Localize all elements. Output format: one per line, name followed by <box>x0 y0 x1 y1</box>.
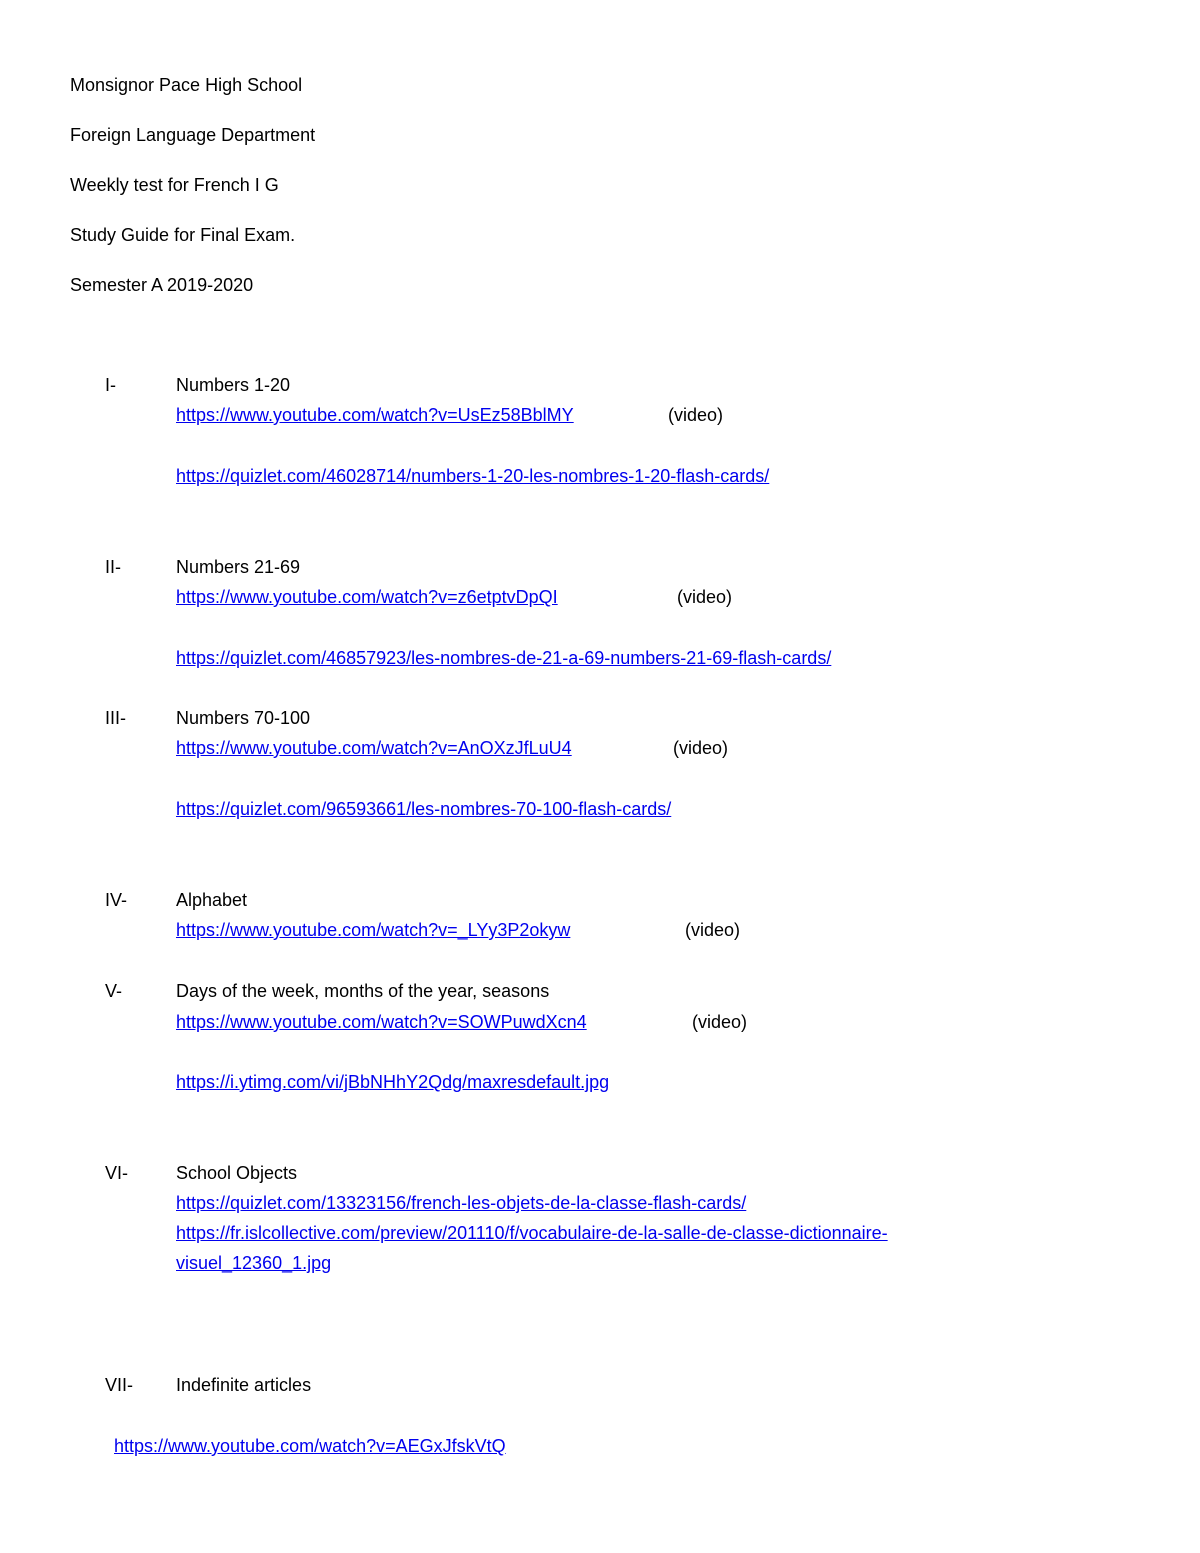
guide-title: Study Guide for Final Exam. <box>70 225 296 245</box>
image-link[interactable]: https://i.ytimg.com/vi/jBbNHhY2Qdg/maxresdefault.jpg <box>176 1072 610 1092</box>
section-numeral: II- <box>105 557 121 577</box>
section-title: Days of the week, months of the year, seasons <box>176 981 550 1001</box>
video-link[interactable]: https://www.youtube.com/watch?v=SOWPuwdXcn4 <box>176 1012 587 1032</box>
video-note: (video) <box>673 738 729 758</box>
section-numeral: VII- <box>105 1375 134 1395</box>
flashcards-link[interactable]: https://quizlet.com/46028714/numbers-1-20-les-nombres-1-20-flash-cards/ <box>176 466 770 486</box>
video-note: (video) <box>685 920 741 940</box>
video-note: (video) <box>692 1012 748 1032</box>
section-title: Numbers 1-20 <box>176 375 291 395</box>
video-link[interactable]: https://www.youtube.com/watch?v=AnOXzJfLuU4 <box>176 738 572 758</box>
department-name: Foreign Language Department <box>70 125 316 145</box>
image-link[interactable]: https://fr.islcollective.com/preview/201110/f/vocabulaire-de-la-salle-de-classe-dictionnaire- <box>176 1223 888 1243</box>
section-numeral: III- <box>105 708 126 728</box>
flashcards-link[interactable]: https://quizlet.com/13323156/french-les-objets-de-la-classe-flash-cards/ <box>176 1193 747 1213</box>
school-name: Monsignor Pace High School <box>70 75 303 95</box>
video-note: (video) <box>677 587 733 607</box>
flashcards-link[interactable]: https://quizlet.com/46857923/les-nombres-de-21-a-69-numbers-21-69-flash-cards/ <box>176 648 832 668</box>
video-link[interactable]: https://www.youtube.com/watch?v=AEGxJfskVtQ <box>114 1436 506 1456</box>
section-title: Alphabet <box>176 890 248 910</box>
video-link[interactable]: https://www.youtube.com/watch?v=z6etptvDpQI <box>176 587 558 607</box>
flashcards-link[interactable]: https://quizlet.com/96593661/les-nombres-70-100-flash-cards/ <box>176 799 672 819</box>
section-title: Numbers 21-69 <box>176 557 301 577</box>
section-numeral: IV- <box>105 890 128 910</box>
section-title: School Objects <box>176 1163 298 1183</box>
video-link[interactable]: https://www.youtube.com/watch?v=_LYy3P2okyw <box>176 920 571 940</box>
section-numeral: VI- <box>105 1163 129 1183</box>
semester-label: Semester A 2019-2020 <box>70 275 254 295</box>
section-title: Indefinite articles <box>176 1375 312 1395</box>
video-note: (video) <box>668 405 724 425</box>
section-numeral: I- <box>105 375 116 395</box>
image-link-continued[interactable]: visuel_12360_1.jpg <box>176 1253 332 1273</box>
section-title: Numbers 70-100 <box>176 708 311 728</box>
video-link[interactable]: https://www.youtube.com/watch?v=UsEz58BblMY <box>176 405 574 425</box>
test-title: Weekly test for French I G <box>70 175 279 195</box>
section-numeral: V- <box>105 981 123 1001</box>
